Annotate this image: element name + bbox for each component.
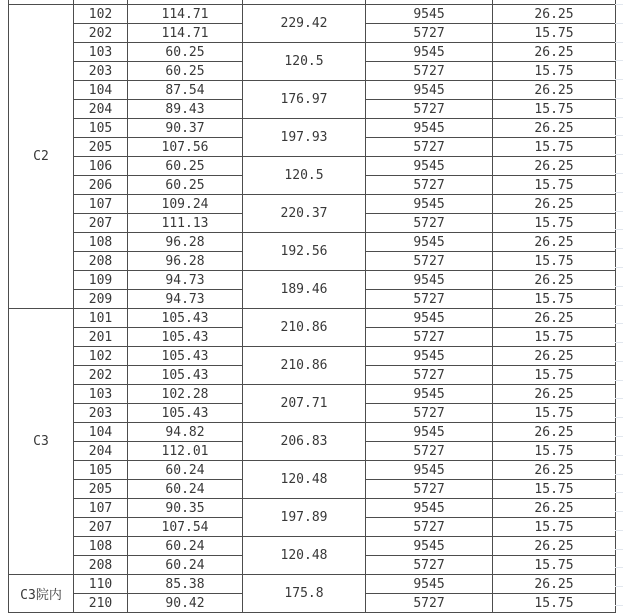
rate-cell[interactable]: 26.25 xyxy=(493,385,616,404)
amount-cell[interactable]: 9545 xyxy=(366,537,493,556)
gridline xyxy=(615,436,623,437)
gridline xyxy=(615,211,623,212)
amount-cell[interactable]: 5727 xyxy=(366,556,493,575)
room-cell[interactable]: 108 xyxy=(74,537,128,556)
area-cell[interactable]: 94.82 xyxy=(128,423,243,442)
gridline xyxy=(615,398,623,399)
gridline xyxy=(615,60,623,61)
billing-table-body xyxy=(9,5,616,613)
pair-total-cell[interactable]: 207.71 xyxy=(243,385,366,423)
rate-cell[interactable]: 15.75 xyxy=(493,556,616,575)
gridline xyxy=(615,530,623,531)
gridline xyxy=(615,474,623,475)
area-cell[interactable]: 96.28 xyxy=(128,233,243,252)
gridline xyxy=(615,173,623,174)
gridline xyxy=(615,267,623,268)
table-row xyxy=(9,385,616,404)
room-cell[interactable]: 102 xyxy=(74,347,128,366)
amount-cell[interactable]: 5727 xyxy=(366,404,493,423)
room-cell[interactable]: 207 xyxy=(74,518,128,537)
amount-cell[interactable]: 5727 xyxy=(366,290,493,309)
gridline xyxy=(615,154,623,155)
rate-cell[interactable]: 26.25 xyxy=(493,271,616,290)
rate-cell[interactable]: 26.25 xyxy=(493,119,616,138)
building-cell[interactable]: C2 xyxy=(9,5,74,309)
pair-total-cell[interactable]: 192.56 xyxy=(243,233,366,271)
amount-cell[interactable]: 9545 xyxy=(366,5,493,24)
table-row xyxy=(9,43,616,62)
area-cell[interactable]: 94.73 xyxy=(128,290,243,309)
rate-cell[interactable]: 26.25 xyxy=(493,575,616,594)
rate-cell[interactable]: 15.75 xyxy=(493,252,616,271)
amount-cell[interactable]: 5727 xyxy=(366,214,493,233)
rate-cell[interactable]: 15.75 xyxy=(493,328,616,347)
gridline xyxy=(615,229,623,230)
area-cell[interactable]: 114.71 xyxy=(128,5,243,24)
table-row xyxy=(9,271,616,290)
gridline xyxy=(492,0,493,4)
room-cell[interactable]: 203 xyxy=(74,62,128,81)
table-row xyxy=(9,537,616,556)
room-cell[interactable]: 210 xyxy=(74,594,128,613)
rate-cell[interactable]: 26.25 xyxy=(493,423,616,442)
room-cell[interactable]: 103 xyxy=(74,385,128,404)
table-row xyxy=(9,347,616,366)
amount-cell[interactable]: 9545 xyxy=(366,575,493,594)
gridline xyxy=(242,0,243,4)
area-cell[interactable]: 114.71 xyxy=(128,24,243,43)
gridline xyxy=(8,605,9,611)
gridline xyxy=(615,79,623,80)
amount-cell[interactable]: 9545 xyxy=(366,233,493,252)
pair-total-cell[interactable]: 120.48 xyxy=(243,461,366,499)
area-cell[interactable]: 107.54 xyxy=(128,518,243,537)
gridline xyxy=(615,117,623,118)
area-cell[interactable]: 90.35 xyxy=(128,499,243,518)
amount-cell[interactable]: 9545 xyxy=(366,385,493,404)
rate-cell[interactable]: 26.25 xyxy=(493,195,616,214)
area-cell[interactable]: 89.43 xyxy=(128,100,243,119)
rate-cell[interactable]: 15.75 xyxy=(493,594,616,613)
area-cell[interactable]: 112.01 xyxy=(128,442,243,461)
gridline xyxy=(615,98,623,99)
room-cell[interactable]: 107 xyxy=(74,195,128,214)
building-cell[interactable]: C3院内 xyxy=(9,575,74,613)
amount-cell[interactable]: 5727 xyxy=(366,252,493,271)
room-cell[interactable]: 109 xyxy=(74,271,128,290)
area-cell[interactable]: 85.38 xyxy=(128,575,243,594)
area-cell[interactable]: 94.73 xyxy=(128,271,243,290)
gridline xyxy=(615,4,623,5)
area-cell[interactable]: 60.25 xyxy=(128,43,243,62)
rate-cell[interactable]: 26.25 xyxy=(493,347,616,366)
table-row xyxy=(9,5,616,24)
amount-cell[interactable]: 5727 xyxy=(366,518,493,537)
area-cell[interactable]: 111.13 xyxy=(128,214,243,233)
gridline xyxy=(8,0,9,4)
building-cell[interactable]: C3 xyxy=(9,309,74,575)
rate-cell[interactable]: 26.25 xyxy=(493,157,616,176)
rate-cell[interactable]: 15.75 xyxy=(493,138,616,157)
amount-cell[interactable]: 9545 xyxy=(366,423,493,442)
rate-cell[interactable]: 15.75 xyxy=(493,366,616,385)
rate-cell[interactable]: 15.75 xyxy=(493,442,616,461)
rate-cell[interactable]: 26.25 xyxy=(493,499,616,518)
room-cell[interactable]: 202 xyxy=(74,24,128,43)
area-cell[interactable]: 102.28 xyxy=(128,385,243,404)
pair-total-cell[interactable]: 197.89 xyxy=(243,499,366,537)
amount-cell[interactable]: 9545 xyxy=(366,271,493,290)
amount-cell[interactable]: 5727 xyxy=(366,328,493,347)
rate-cell[interactable]: 15.75 xyxy=(493,214,616,233)
table-row xyxy=(9,423,616,442)
pair-total-cell[interactable]: 206.83 xyxy=(243,423,366,461)
room-cell[interactable]: 105 xyxy=(74,461,128,480)
area-cell[interactable]: 60.24 xyxy=(128,480,243,499)
table-row xyxy=(9,499,616,518)
pair-total-cell[interactable]: 189.46 xyxy=(243,271,366,309)
area-cell[interactable]: 60.25 xyxy=(128,157,243,176)
area-cell[interactable]: 90.37 xyxy=(128,119,243,138)
rate-cell[interactable]: 26.25 xyxy=(493,309,616,328)
amount-cell[interactable]: 5727 xyxy=(366,442,493,461)
rate-cell[interactable]: 15.75 xyxy=(493,176,616,195)
gridline xyxy=(615,286,623,287)
area-cell[interactable]: 90.42 xyxy=(128,594,243,613)
gridline xyxy=(615,492,623,493)
amount-cell[interactable]: 5727 xyxy=(366,100,493,119)
gridline xyxy=(127,0,128,4)
amount-cell[interactable]: 9545 xyxy=(366,347,493,366)
rate-cell[interactable]: 26.25 xyxy=(493,233,616,252)
room-cell[interactable]: 203 xyxy=(74,404,128,423)
pair-total-cell[interactable]: 175.8 xyxy=(243,575,366,613)
area-cell[interactable]: 105.43 xyxy=(128,309,243,328)
gridline xyxy=(127,605,128,611)
gridline xyxy=(615,23,623,24)
amount-cell[interactable]: 9545 xyxy=(366,499,493,518)
room-cell[interactable]: 105 xyxy=(74,119,128,138)
billing-table xyxy=(8,4,616,613)
table-row xyxy=(9,157,616,176)
gridline xyxy=(615,380,623,381)
table-row xyxy=(9,461,616,480)
area-cell[interactable]: 105.43 xyxy=(128,347,243,366)
room-cell[interactable]: 101 xyxy=(74,309,128,328)
room-cell[interactable]: 107 xyxy=(74,499,128,518)
pair-total-cell[interactable]: 229.42 xyxy=(243,5,366,43)
pair-total-cell[interactable]: 210.86 xyxy=(243,347,366,385)
area-cell[interactable]: 96.28 xyxy=(128,252,243,271)
gridline xyxy=(492,605,493,611)
amount-cell[interactable]: 5727 xyxy=(366,138,493,157)
rate-cell[interactable]: 26.25 xyxy=(493,537,616,556)
area-cell[interactable]: 87.54 xyxy=(128,81,243,100)
amount-cell[interactable]: 5727 xyxy=(366,366,493,385)
pair-total-cell[interactable]: 176.97 xyxy=(243,81,366,119)
pair-total-cell[interactable]: 210.86 xyxy=(243,309,366,347)
amount-cell[interactable]: 9545 xyxy=(366,119,493,138)
rate-cell[interactable]: 26.25 xyxy=(493,43,616,62)
pair-total-cell[interactable]: 120.5 xyxy=(243,43,366,81)
rate-cell[interactable]: 15.75 xyxy=(493,100,616,119)
room-cell[interactable]: 108 xyxy=(74,233,128,252)
amount-cell[interactable]: 5727 xyxy=(366,176,493,195)
table-row xyxy=(9,309,616,328)
room-cell[interactable]: 110 xyxy=(74,575,128,594)
room-cell[interactable]: 209 xyxy=(74,290,128,309)
pair-total-cell[interactable]: 220.37 xyxy=(243,195,366,233)
rate-cell[interactable]: 15.75 xyxy=(493,62,616,81)
table-row xyxy=(9,233,616,252)
gridline xyxy=(615,361,623,362)
gridline xyxy=(615,511,623,512)
room-cell[interactable]: 104 xyxy=(74,423,128,442)
gridline xyxy=(615,586,623,587)
room-cell[interactable]: 205 xyxy=(74,480,128,499)
table-row xyxy=(9,81,616,100)
gridline xyxy=(615,549,623,550)
gridline xyxy=(615,342,623,343)
gridline xyxy=(73,605,74,611)
room-cell[interactable]: 206 xyxy=(74,176,128,195)
gridline xyxy=(615,135,623,136)
rate-cell[interactable]: 26.25 xyxy=(493,461,616,480)
area-cell[interactable]: 105.43 xyxy=(128,404,243,423)
rate-cell[interactable]: 26.25 xyxy=(493,81,616,100)
area-cell[interactable]: 60.24 xyxy=(128,461,243,480)
room-cell[interactable]: 103 xyxy=(74,43,128,62)
gridline xyxy=(615,567,623,568)
area-cell[interactable]: 60.25 xyxy=(128,62,243,81)
area-cell[interactable]: 60.24 xyxy=(128,537,243,556)
gridline xyxy=(615,455,623,456)
gridline xyxy=(615,323,623,324)
table-row xyxy=(9,575,616,594)
gridline xyxy=(615,248,623,249)
room-cell[interactable]: 207 xyxy=(74,214,128,233)
gridline xyxy=(242,605,243,611)
amount-cell[interactable]: 9545 xyxy=(366,43,493,62)
area-cell[interactable]: 60.25 xyxy=(128,176,243,195)
rate-cell[interactable]: 15.75 xyxy=(493,480,616,499)
room-cell[interactable]: 202 xyxy=(74,366,128,385)
rate-cell[interactable]: 15.75 xyxy=(493,24,616,43)
gridline xyxy=(615,305,623,306)
amount-cell[interactable]: 9545 xyxy=(366,309,493,328)
gridline xyxy=(365,0,366,4)
rate-cell[interactable]: 26.25 xyxy=(493,5,616,24)
gridline xyxy=(615,42,623,43)
amount-cell[interactable]: 5727 xyxy=(366,594,493,613)
amount-cell[interactable]: 9545 xyxy=(366,157,493,176)
area-cell[interactable]: 105.43 xyxy=(128,328,243,347)
rate-cell[interactable]: 15.75 xyxy=(493,518,616,537)
area-cell[interactable]: 107.56 xyxy=(128,138,243,157)
amount-cell[interactable]: 5727 xyxy=(366,62,493,81)
room-cell[interactable]: 204 xyxy=(74,442,128,461)
rate-cell[interactable]: 15.75 xyxy=(493,290,616,309)
pair-total-cell[interactable]: 197.93 xyxy=(243,119,366,157)
rate-cell[interactable]: 15.75 xyxy=(493,404,616,423)
room-cell[interactable]: 208 xyxy=(74,556,128,575)
area-cell[interactable]: 109.24 xyxy=(128,195,243,214)
gridline xyxy=(615,605,623,606)
room-cell[interactable]: 102 xyxy=(74,5,128,24)
room-cell[interactable]: 104 xyxy=(74,81,128,100)
table-row xyxy=(9,195,616,214)
room-cell[interactable]: 205 xyxy=(74,138,128,157)
room-cell[interactable]: 204 xyxy=(74,100,128,119)
amount-cell[interactable]: 5727 xyxy=(366,24,493,43)
gridline xyxy=(73,0,74,4)
area-cell[interactable]: 105.43 xyxy=(128,366,243,385)
pair-total-cell[interactable]: 120.48 xyxy=(243,537,366,575)
gridline xyxy=(365,605,366,611)
room-cell[interactable]: 106 xyxy=(74,157,128,176)
gridline xyxy=(615,417,623,418)
table-row xyxy=(9,119,616,138)
pair-total-cell[interactable]: 120.5 xyxy=(243,157,366,195)
gridline xyxy=(615,192,623,193)
amount-cell[interactable]: 9545 xyxy=(366,81,493,100)
amount-cell[interactable]: 9545 xyxy=(366,195,493,214)
area-cell[interactable]: 60.24 xyxy=(128,556,243,575)
room-cell[interactable]: 208 xyxy=(74,252,128,271)
room-cell[interactable]: 201 xyxy=(74,328,128,347)
amount-cell[interactable]: 9545 xyxy=(366,461,493,480)
amount-cell[interactable]: 5727 xyxy=(366,480,493,499)
